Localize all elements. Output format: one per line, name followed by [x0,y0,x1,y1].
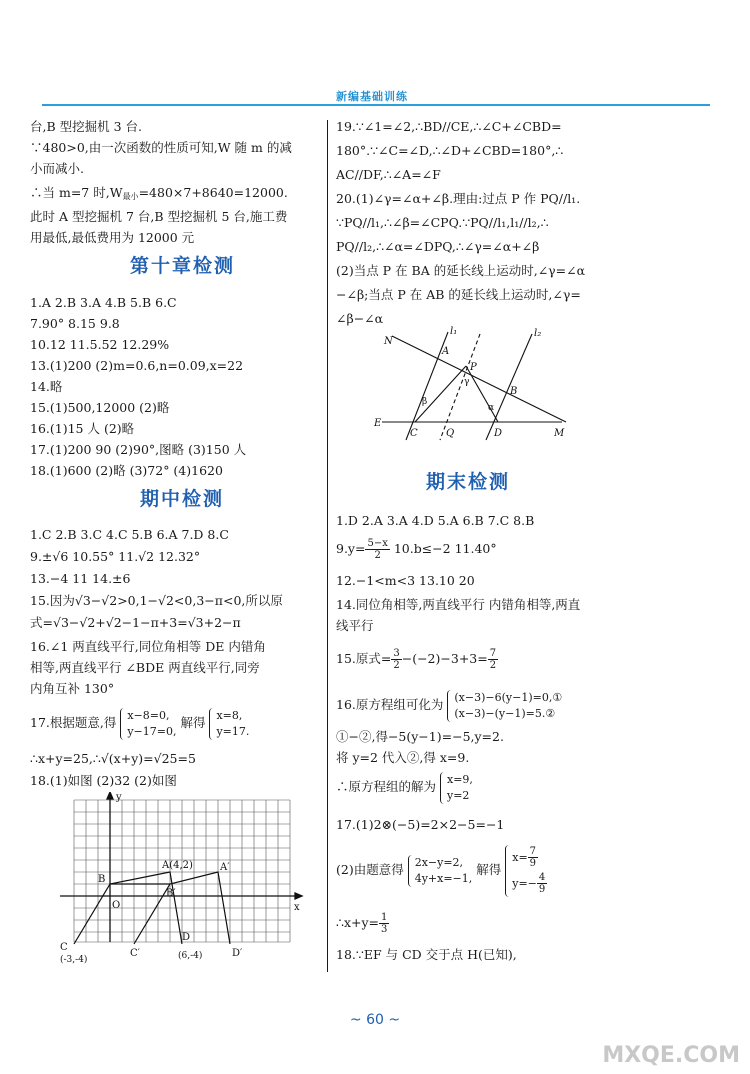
coord-C: (-3,-4) [60,955,88,964]
answer-line: 14.同位角相等,两直线平行 内错角相等,两直 [336,597,581,612]
label-A: A(4,2) [162,860,193,871]
text-line: 小而减小. [30,161,84,176]
answer-line-15: 15.原式= $\frac{3}{2}$ −(−2)−3+3= $\frac{7}{2}$ [336,648,497,671]
answer-line-16: 16.原方程组可化为 (x−3)−6(y−1)=0,① (x−3)−(y−1)=5.② [336,690,563,720]
answer-line: 15.因为√3−√2>0,1−√2<0,3−π<0,所以原 [30,593,283,608]
equation-system: x=8, y=17. [209,708,249,740]
section-title-final: 期末检测 [426,471,511,493]
text-line: 用最低,最低费用为 12000 元 [30,230,195,245]
answer-line: 相等,两直线平行 ∠BDE 两直线平行,同旁 [30,660,260,675]
coordinate-grid-figure [54,792,310,964]
text-line: ∵480>0,由一次函数的性质可知,W 随 m 的减 [30,140,292,155]
axis-label-x: x [294,902,300,913]
grid-lines [74,800,290,942]
label-A: A [442,346,450,357]
label-P: P [470,362,477,373]
label-D-prime: D′ [232,948,243,959]
equation-system: (x−3)−6(y−1)=0,① (x−3)−(y−1)=5.② [447,690,562,722]
answer-line: 将 y=2 代入②,得 x=9. [336,750,470,765]
answer-line: 18.∵EF 与 CD 交于点 H(已知), [336,947,517,962]
label-Q: Q [446,428,455,439]
answer-line: 1.A 2.B 3.A 4.B 5.B 6.C [30,295,177,310]
equation-system: x= $\frac{7}{9}$ y=− $\frac{4}{9}$ [505,845,547,897]
answer-line: ∴x+y=25,∴√(x+y)=√25=5 [30,751,196,766]
section-title-chapter10: 第十章检测 [130,255,236,277]
answer-line: 19.∵∠1=∠2,∴BD//CE,∴∠C+∠CBD= [336,119,562,134]
label-C-prime: C′ [130,948,140,959]
label-l2: l₂ [534,328,542,339]
label-E: E [374,418,382,429]
equation-system: x−8=0, y−17=0, [120,708,176,740]
answer-line: −∠β;当点 P 在 AB 的延长线上运动时,∠γ= [336,287,581,302]
label-M: M [554,428,565,439]
answer-line: 17.(1)200 90 (2)90°,图略 (3)150 人 [30,442,247,457]
text-line: 此时 A 型挖掘机 7 台,B 型挖掘机 5 台,施工费 [30,209,288,224]
header-rule [42,104,710,106]
header-title: 新编基础训练 [336,90,408,103]
answer-line: AC//DF,∴∠A=∠F [336,167,441,182]
text-line: ∴当 m=7 时$,W_{最小}=480\times 7+8640=12000$. [30,185,288,201]
label-origin: O [112,900,121,911]
answer-line: 180°.∵∠C=∠D,∴∠D+∠CBD=180°,∴ [336,143,564,158]
answer-line: 线平行 [336,618,374,633]
answer-line: 14.略 [30,379,63,394]
answer-line: (2)当点 P 在 BA 的延长线上运动时,∠γ=∠α [336,263,586,278]
label-l1: l₁ [450,326,458,337]
label-C: C [60,942,68,953]
label-A-prime: A′ [220,862,230,873]
label-B-prime: B′ [166,888,176,899]
answer-line: 18.(1)600 (2)略 (3)72° (4)1620 [30,463,223,478]
angle-gamma: γ [464,377,470,387]
equation-system: 2x−y=2, 4y+x=−1, [408,855,473,887]
segment-PD [466,366,498,422]
answer-line-17: 17.根据题意,得 x−8=0, y−17=0, 解得 x=8, y=17. [30,708,250,738]
answer-line: 10.12 11.5.52 12.29% [30,337,170,352]
page-number: ~ 60 ~ [349,1012,401,1028]
answer-line: 16.∠1 两直线平行,同位角相等 DE 内错角 [30,639,266,654]
label-C: C [410,428,418,439]
coord-D: (6,-4) [178,951,203,961]
answer-line: ∵PQ//l₁,∴∠β=∠CPQ.∵PQ//l₁,l₁//l₂,∴ [336,215,549,230]
label-N: N [384,336,393,347]
answer-line: ∠β−∠α [336,311,384,326]
answer-line: 1.C 2.B 3.C 4.C 5.B 6.A 7.D 8.C [30,527,229,542]
answer-line-17-3: ∴x+y= $\frac{1}{3}$ [336,912,388,935]
label-B: B [510,386,518,397]
answer-line: 13.−4 11 14.±6 [30,571,131,586]
answer-line: 13.(1)200 (2)m=0.6,n=0.09,x=22 [30,358,244,373]
angle-beta: β [422,397,428,407]
angle-alpha: α [488,403,495,413]
answer-line-9: 9.y= $\frac{5-x}{2}$ 10.b≤−2 11.40° [336,538,497,561]
answer-line: 9.±√6 10.55° 11.√2 12.32° [30,549,201,564]
answer-line: 20.(1)∠γ=∠α+∠β.理由:过点 P 作 PQ//l₁. [336,191,581,206]
column-divider [327,120,328,972]
answer-line: 内角互补 130° [30,681,115,696]
segment-CP [415,366,466,422]
text-line: 台,B 型挖掘机 3 台. [30,119,143,134]
answer-line: 17.(1)2⊗(−5)=2×2−5=−1 [336,817,505,832]
answer-line: 18.(1)如图 (2)32 (2)如图 [30,773,177,788]
parallel-lines-figure [370,322,578,442]
answer-line-17-2: (2)由题意得 2x−y=2, 4y+x=−1, 解得 x= $\frac{7}{9}$ y=− $\frac{4}{9}$ [336,846,546,895]
equation-system: x=9, y=2 [440,772,473,804]
line-l2 [486,334,532,440]
answer-line: ①−②,得−5(y−1)=−5,y=2. [336,729,504,744]
axis-label-y: y [116,792,122,803]
answer-line: PQ//l₂,∴∠α=∠DPQ,∴∠γ=∠α+∠β [336,239,540,254]
answer-line: 7.90° 8.15 9.8 [30,316,120,331]
label-D: D [494,428,503,439]
answer-line: 16.(1)15 人 (2)略 [30,421,135,436]
answer-line-16-solution: ∴原方程组的解为 x=9, y=2 [336,772,473,802]
section-title-midterm: 期中检测 [140,488,225,510]
label-D: D [182,932,191,943]
answer-line: 1.D 2.A 3.A 4.D 5.A 6.B 7.C 8.B [336,513,535,528]
label-B: B [98,874,106,885]
answer-line: 式=√3−√2+√2−1−π+3=√3+2−π [30,615,241,630]
watermark: MXQE.COM [602,1043,740,1068]
answer-line: 15.(1)500,12000 (2)略 [30,400,170,415]
answer-line: 12.−1<m<3 13.10 20 [336,573,475,588]
